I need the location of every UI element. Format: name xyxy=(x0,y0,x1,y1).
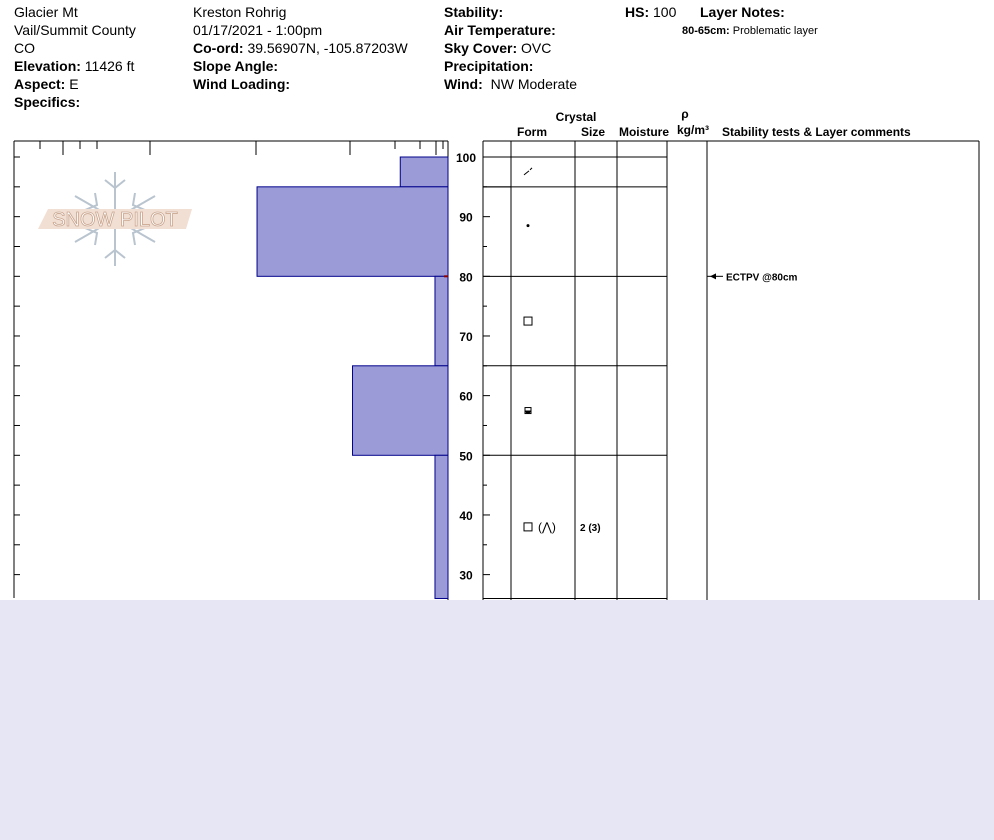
state: CO xyxy=(14,40,35,56)
y-tick-label-100: 100 xyxy=(455,151,477,165)
y-tick-label-90: 90 xyxy=(459,210,473,225)
crystal-header: Crystal xyxy=(555,110,597,124)
y-tick-label-40: 40 xyxy=(459,508,473,523)
faceted-primary-symbol xyxy=(524,523,532,531)
stability-tests-header: Stability tests & Layer comments xyxy=(722,125,911,139)
y-tick-label-80: 80 xyxy=(459,270,473,285)
test-arrowhead-0 xyxy=(710,273,716,279)
depth-hoar-secondary-symbol: (⋀) xyxy=(538,519,556,534)
hs-label: HS: xyxy=(625,4,650,20)
wind-loading-label: Wind Loading: xyxy=(193,76,291,92)
wind-label: Wind: xyxy=(444,76,483,92)
form-header: Form xyxy=(517,125,547,139)
hardness-bar-0 xyxy=(400,157,448,187)
precip-label: Precipitation: xyxy=(444,58,534,74)
hs-value: 100 xyxy=(653,4,677,20)
layer-note-text: Problematic layer xyxy=(732,25,818,37)
sky-cover-value: OVC xyxy=(521,40,552,56)
aspect-label: Aspect: xyxy=(14,76,66,92)
coord-label: Co-ord: xyxy=(193,40,244,56)
hardness-bar-2 xyxy=(435,276,448,365)
lower-overlay xyxy=(0,600,994,840)
wind-value: NW Moderate xyxy=(490,76,577,92)
decomposing-symbol-tick xyxy=(530,168,532,170)
test-label-0: ECTPV @80cm xyxy=(726,272,798,284)
datetime: 01/17/2021 - 1:00pm xyxy=(193,22,323,38)
specifics-label: Specifics: xyxy=(14,94,81,110)
aspect-value: E xyxy=(69,76,79,92)
layer-note-range: 80-65cm: xyxy=(682,25,730,37)
y-tick-label-30: 30 xyxy=(459,568,473,583)
location: Glacier Mt xyxy=(14,4,78,20)
air-temp-label: Air Temperature: xyxy=(444,22,556,38)
hardness-bar-4 xyxy=(435,455,448,598)
y-tick-label-70: 70 xyxy=(459,329,473,344)
density-unit-header: kg/m³ xyxy=(676,123,709,137)
decomposing-symbol xyxy=(524,171,529,175)
hardness-bar-3 xyxy=(353,366,448,455)
stability-label: Stability: xyxy=(444,4,504,20)
observer: Kreston Rohrig xyxy=(193,4,287,20)
area: Vail/Summit County xyxy=(14,22,136,38)
grain-size-label-4: 2 (3) xyxy=(580,522,601,534)
precip-dot-symbol xyxy=(527,224,530,227)
elevation-label: Elevation: xyxy=(14,58,81,74)
hardness-bar-1 xyxy=(257,187,448,276)
moisture-header: Moisture xyxy=(618,125,669,139)
layer-notes-label: Layer Notes: xyxy=(700,4,785,20)
snow-pilot-logo xyxy=(38,172,192,266)
elevation-value: 11426 ft xyxy=(84,58,135,74)
sky-cover-label: Sky Cover: xyxy=(444,40,518,56)
size-header: Size xyxy=(580,125,605,139)
rho-header: ρ xyxy=(681,107,689,121)
y-tick-label-60: 60 xyxy=(459,389,473,404)
slope-label: Slope Angle: xyxy=(193,58,279,74)
faceted-symbol xyxy=(524,317,532,325)
coord-value: 39.56907N, -105.87203W xyxy=(247,40,408,56)
y-tick-label-50: 50 xyxy=(459,449,473,464)
snow-pilot-logo-text: SNOW PILOT xyxy=(52,209,178,231)
